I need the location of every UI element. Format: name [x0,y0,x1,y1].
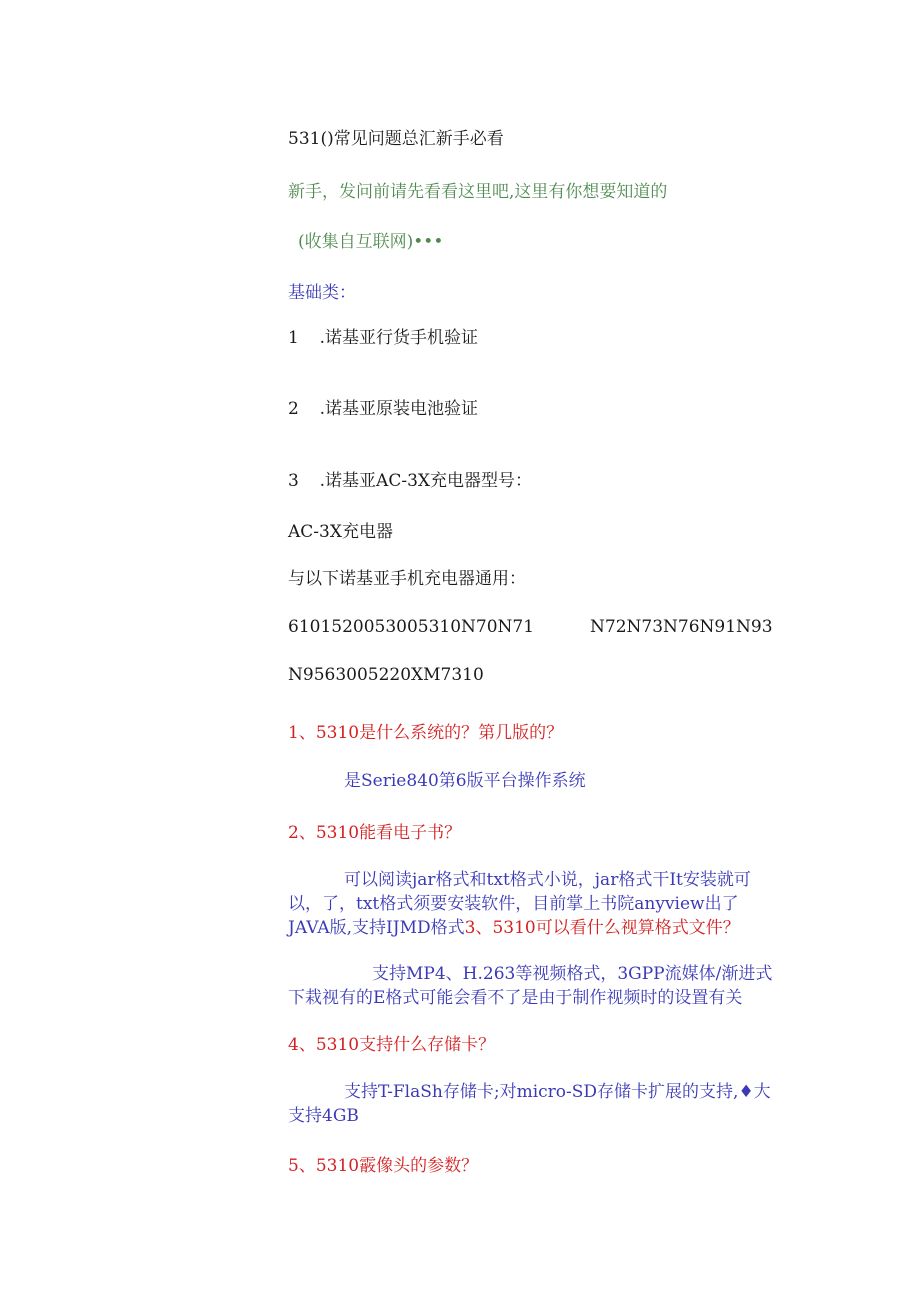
basic-item-number: 2 [288,399,299,419]
compat-models-row2: N9563005220XM7310 [288,665,484,685]
faq-question-3: 3、5310可以看什么视算格式文件？ [464,918,740,938]
category-heading: 基础类： [288,283,356,303]
basic-item-1 [288,326,478,350]
doc-title: 531()常见问题总汇新手必看 [288,129,504,149]
faq-answer-4: 支持T-FlaSh存储卡;对micro-SD存储卡扩展的支持,♦大支持4GB [288,1082,771,1126]
basic-item-3 [288,469,532,493]
faq-answer-2 [288,868,780,940]
faq-answer-3: 支持MP4、H.263等视频格式，3GPP流媒体/渐进式下栽视有的E格式可能会看不了是由于制作视频时的设置有关 [288,964,773,1008]
basic-item-text: .诺基亚原装电池验证 [319,399,479,419]
basic-item-text: .诺基亚行货手机验证 [319,328,479,348]
faq-answer-1: 是Serie840第6版平台操作系统 [344,771,586,791]
compat-models-row1-a: 6101520053005310N70N71 [288,617,535,637]
faq-question-4: 4、5310支持什么存储卡？ [288,1035,496,1055]
compat-label: 与以下诺基亚手机充电器通用： [288,569,526,589]
faq-question-1: 1、5310是什么系统的？第几版的？ [288,723,564,743]
faq-question-5: 5、5310霰像头的参数？ [288,1156,479,1176]
basic-item-number: 1 [288,328,299,348]
basic-item-text: .诺基亚AC-3X充电器型号： [319,471,532,491]
faq-question-2: 2、5310能看电子书？ [288,823,462,843]
faq-answer-2-text: 可以阅读jar格式和txt格式小说，jar格式干It安装就可以，了，txt格式须要安装软件，目前掌上书院anyview出了JAVA版,支持IJMD格式 [288,870,751,938]
charger-model: AC-3X充电器 [288,522,393,542]
basic-item-number: 3 [288,471,299,491]
basic-item-2 [288,397,478,421]
intro-text: 新手，发问前请先看看这里吧,这里有你想要知道的 [288,182,668,202]
compat-models-row1-b: N72N73N76N91N93 [590,617,773,637]
source-note: (收集自互联网)••• [298,232,444,252]
